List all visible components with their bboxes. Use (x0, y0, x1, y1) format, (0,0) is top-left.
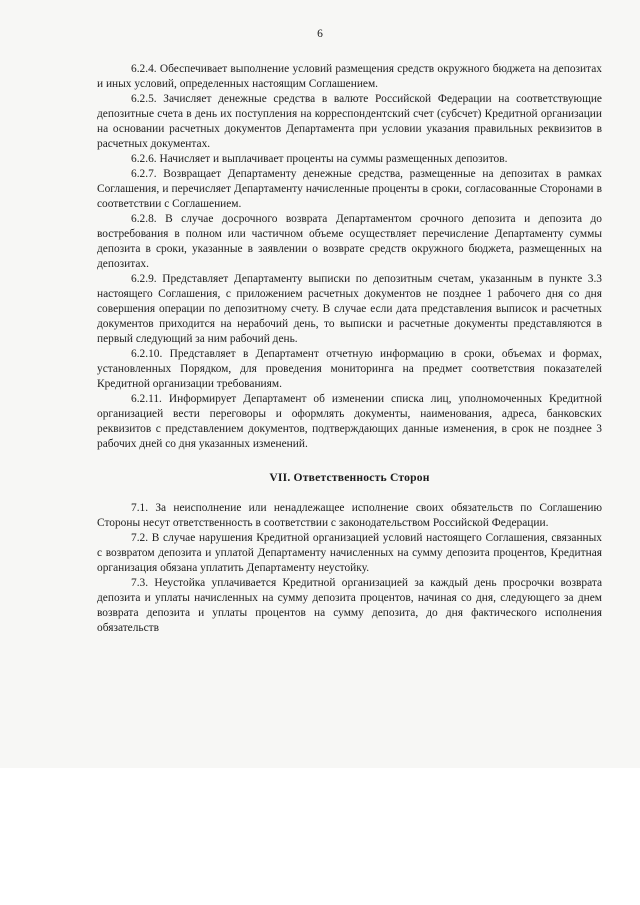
clause-6-2-8: 6.2.8. В случае досрочного возврата Департаментом срочного депозита и депозита до востребования в полном или частичном объеме осуществляет перечисление Департаменту суммы депозита в сроки, указанные в заявлении о возврате средств окружного бюджета, размещенных на депозитах. (97, 213, 602, 270)
clause-7-1: 7.1. За неисполнение или ненадлежащее исполнение своих обязательств по Соглашению Стороны несут ответственность в соответствии с законодательством Российской Федерации. (97, 502, 602, 529)
clause-6-2-11: 6.2.11. Информирует Департамент об изменении списка лиц, уполномоченных Кредитной организацией вести переговоры и оформлять документы, наименования, адреса, банковских реквизитов с представлением документов, подтверждающих данные изменения, в срок не позднее 3 рабочих дней со дня указанных изменений. (97, 393, 602, 450)
page-number: 6 (317, 28, 323, 40)
clause-6-2-5: 6.2.5. Зачисляет денежные средства в валюте Российской Федерации на соответствующие депозитные счета в день их поступления на корреспондентский счет (субсчет) Кредитной организации на основании расчетных документов Департамента при условии указания правильных реквизитов в расчетных документах. (97, 93, 602, 150)
clause-7-3: 7.3. Неустойка уплачивается Кредитной организацией за каждый день просрочки возврата депозита и уплаты начисленных на сумму депозита процентов, начиная со дня, следующего за днем возврата депозита и уплаты процентов на сумму депозита, до дня фактического исполнения обязательств (97, 577, 602, 634)
clause-6-2-10: 6.2.10. Представляет в Департамент отчетную информацию в сроки, объемах и формах, установленных Порядком, для проведения мониторинга на предмет соответствия показателей Кредитной организации требованиям. (97, 348, 602, 390)
document-body (97, 62, 602, 636)
clause-6-2-6: 6.2.6. Начисляет и выплачивает проценты на суммы размещенных депозитов. (131, 153, 508, 165)
clause-6-2-7: 6.2.7. Возвращает Департаменту денежные средства, размещенные на депозитах в рамках Соглашения, и перечисляет Департаменту начисленные проценты в сроки, согласованные Сторонами в соответствии с Соглашением. (97, 168, 602, 210)
blank-area (0, 768, 640, 905)
clause-6-2-9: 6.2.9. Представляет Департаменту выписки по депозитным счетам, указанным в пункте 3.3 настоящего Соглашения, с приложением расчетных документов не позднее 1 рабочего дня со дня совершения операции по депозитному счету. В случае если дата представления выписок и расчетных документов приходится на нерабочий день, то выписки и расчетные документы представляются в первый следующий за ним рабочий день. (97, 273, 602, 345)
clause-7-2: 7.2. В случае нарушения Кредитной организацией условий настоящего Соглашения, связанных с возвратом депозита и уплатой Департаменту начисленных на сумму депозита процентов, Кредитная организация обязана уплатить Департаменту неустойку. (97, 532, 602, 574)
section-heading: VII. Ответственность Сторон (269, 471, 430, 484)
clause-6-2-4: 6.2.4. Обеспечивает выполнение условий размещения средств окружного бюджета на депозитах и иных условий, определенных настоящим Соглашением. (97, 63, 602, 90)
